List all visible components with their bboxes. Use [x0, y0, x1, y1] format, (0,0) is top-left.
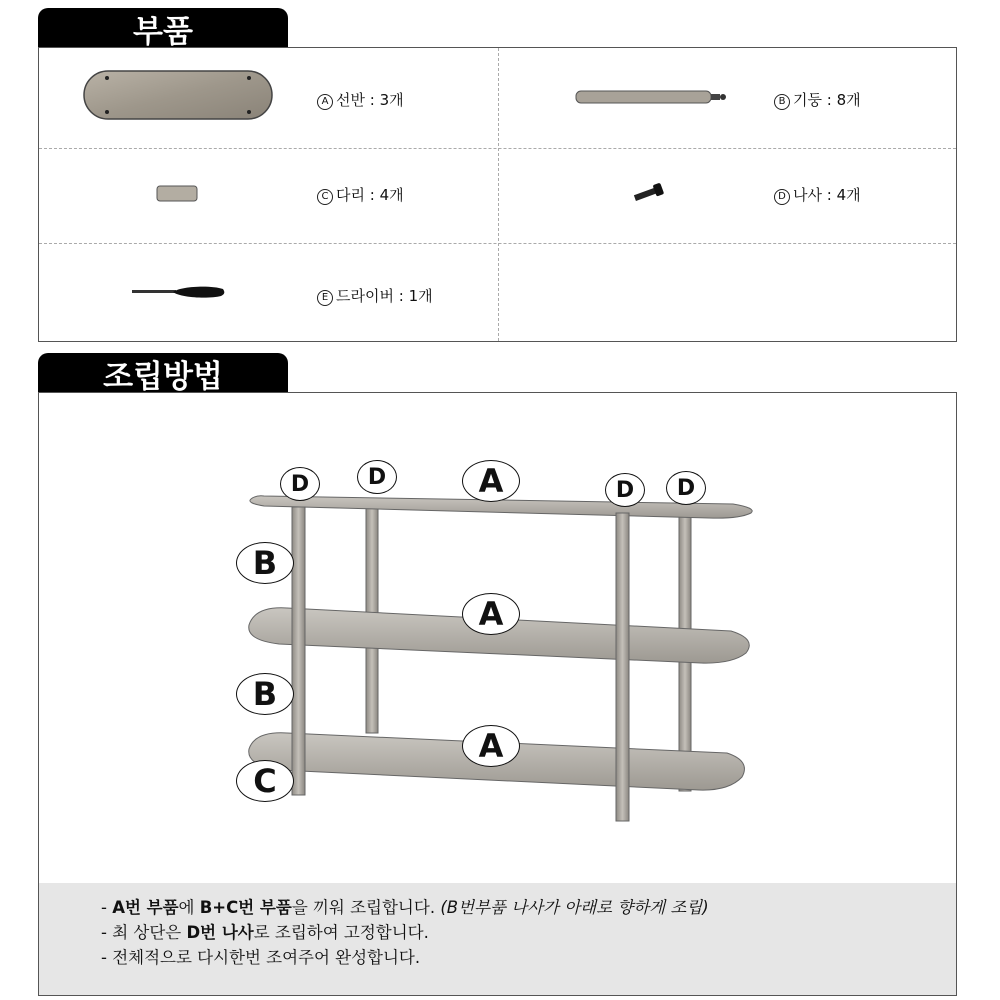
parts-table — [38, 47, 957, 342]
part-label-d: D 나사 : 4개 — [774, 184, 861, 205]
instruction-line-3: - 전체적으로 다시한번 조여주어 완성합니다. — [101, 948, 421, 967]
row-divider — [39, 148, 956, 149]
assembly-panel — [38, 392, 957, 996]
circled-letter-icon: A — [317, 94, 333, 110]
circled-letter-icon: B — [774, 94, 790, 110]
part-label-b: B 기둥 : 8개 — [774, 89, 861, 110]
label-a-marker: A — [462, 593, 520, 635]
label-c-marker: C — [236, 760, 294, 802]
part-label-a: A 선반 : 3개 — [317, 89, 404, 110]
parts-section-title: 부품 — [133, 13, 193, 50]
assembly-section-tab — [38, 353, 288, 393]
label-b-marker: B — [236, 542, 294, 584]
instructions-panel — [39, 883, 956, 995]
leg-part-image — [156, 184, 200, 204]
label-a-marker: A — [462, 460, 520, 502]
label-d-marker: D — [357, 460, 397, 494]
post-part-image — [575, 88, 730, 108]
screwdriver-part-image — [131, 284, 226, 300]
instruction-line-1: - A번 부품에 B+C번 부품을 끼워 조립합니다. (B번부품 나사가 아래로 향하게 조립) — [101, 898, 709, 917]
assembly-section-title: 조립방법 — [103, 358, 223, 395]
shelf-part-image — [83, 70, 273, 120]
screw-part-image — [631, 182, 667, 204]
circled-letter-icon: C — [317, 189, 333, 205]
part-label-c: C 다리 : 4개 — [317, 184, 404, 205]
label-d-marker: D — [605, 473, 645, 507]
row-divider — [39, 243, 956, 244]
instruction-line-2: - 최 상단은 D번 나사로 조립하여 고정합니다. — [101, 923, 429, 942]
label-a-marker: A — [462, 725, 520, 767]
column-divider — [498, 48, 499, 341]
label-d-marker: D — [666, 471, 706, 505]
label-d-marker: D — [280, 467, 320, 501]
label-b-marker: B — [236, 673, 294, 715]
circled-letter-icon: E — [317, 290, 333, 306]
parts-section-tab — [38, 8, 288, 48]
part-label-e: E 드라이버 : 1개 — [317, 285, 433, 306]
circled-letter-icon: D — [774, 189, 790, 205]
